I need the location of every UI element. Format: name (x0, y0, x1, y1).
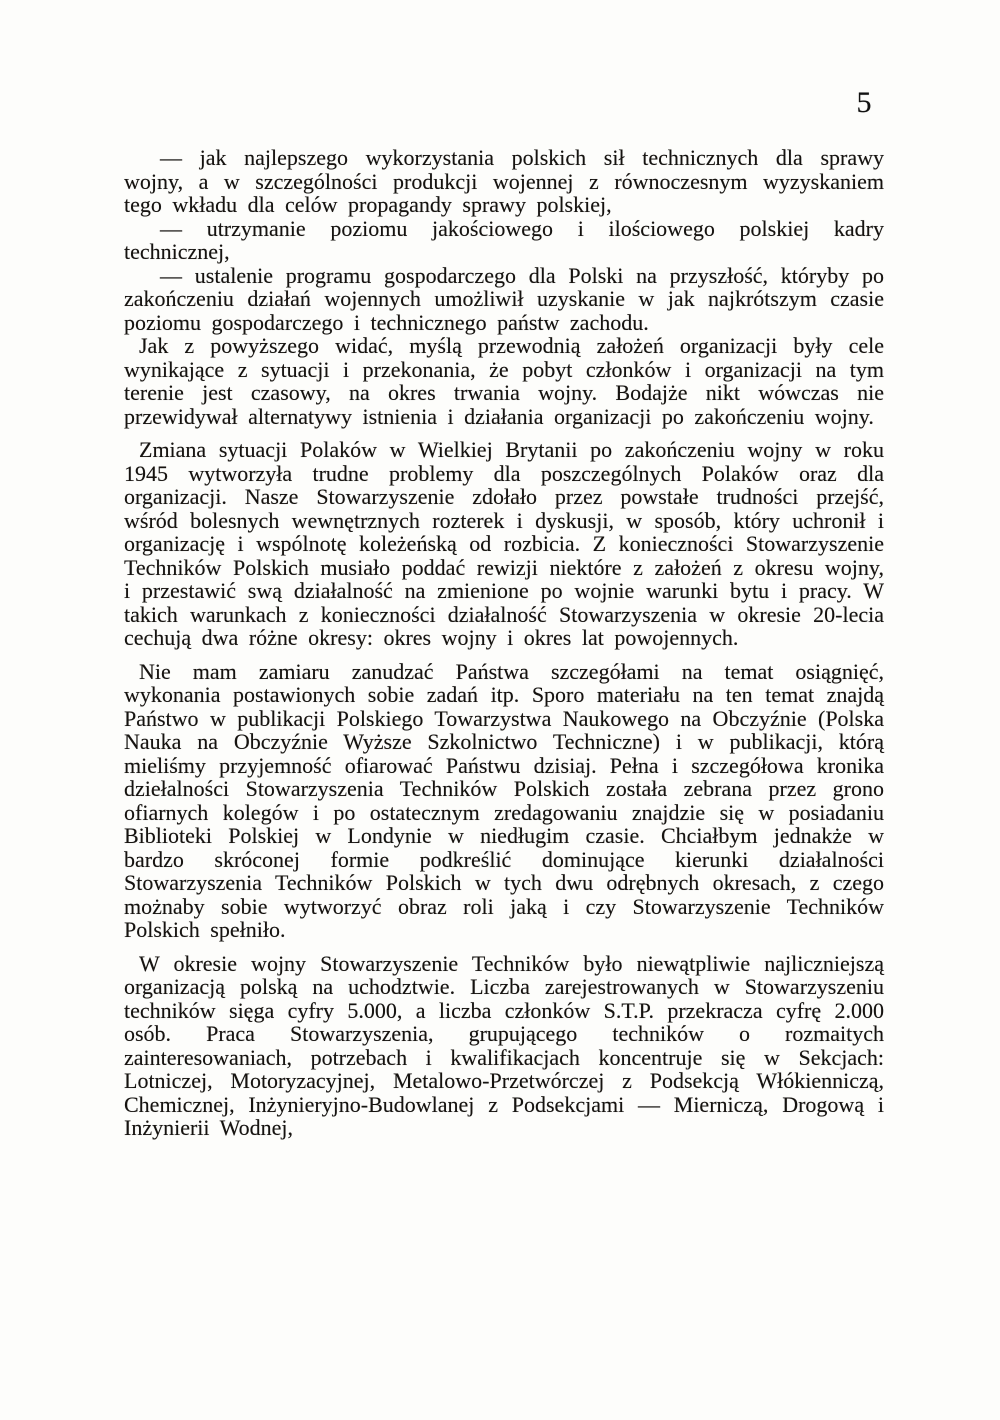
dash-list-item: — jak najlepszego wykorzystania polskich sił technicznych dla sprawy wojny, a w szczególności produkcji wojennej z równoczesnym wyzyskaniem tego wkładu dla celów propagandy sprawy polskiej, (124, 145, 884, 217)
page-number: 5 (856, 86, 872, 119)
dash-list-item: — utrzymanie poziomu jakościowego i ilościowego polskiej kadry technicznej, (124, 215, 884, 264)
paragraph: Zmiana sytuacji Polaków w Wielkiej Brytanii po zakończeniu wojny w roku 1945 wytworzyła trudne problemy dla poszczególnych Polaków oraz dla organizacji. Nasze Stowarzyszenie zdołało przez powstałe trudności przejść, wśród bolesnych wewnętrznych rozterek i dyskusji, w sposób, który uchronił i organizację i wspólnotę koleżeńską od rozbicia. Z konieczności Stowarzyszenie Techników Polskich musiało poddać rewizji niektóre z założeń z okresu wojny, i przestawić swą działalność na zmienione po wojnie warunki bytu i pracy. W takich warunkach z konieczności działalność Stowarzyszenia w okresie 20-lecia cechują dwa różne okresy: okres wojny i okres lat powojennych. (124, 437, 884, 650)
paragraph: W okresie wojny Stowarzyszenie Techników było niewątpliwie najliczniejszą organizacją polską na uchodztwie. Liczba zarejestrowanych w Stowarzyszeniu techników sięga cyfry 5.000, a liczba członków S.T.P. przekracza cyfrę 2.000 osób. Praca Stowarzyszenia, grupującego techników o rozmaitych zainteresowaniach, potrzebach i kwalifikacjach koncentruje się w Sekcjach: Lotniczej, Motoryzacyjnej, Metalowo-Przetwórczej z Podsekcją Włókienniczą, Chemicznej, Inżynieryjno-Budowlanej z Podsekcjami — Mierniczą, Drogową i Inżynierii Wodnej, (124, 950, 884, 1140)
paragraph: Jak z powyższego widać, myślą przewodnią założeń organizacji były cele wynikające z sytuacji i przekonania, że pobyt członków i organizacji na tym terenie jest czasowy, na okres trwania wojny. Bodajże nikt wówczas nie przewidywał alternatywy istnienia i działania organizacji po zakończeniu wojny. (124, 333, 884, 429)
paragraph: Nie mam zamiaru zanudzać Państwa szczegółami na temat osiągnięć, wykonania postawionych sobie zadań itp. Sporo materiału na ten temat znajdą Państwo w publikacji Polskiego Towarzystwa Naukowego na Obczyźnie (Polska Nauka na Obczyźnie Wyższe Szkolnictwo Techniczne) i w publikacji, którą mieliśmy przyjemność ofiarować Państwu dzisiaj. Pełna i szczegółowa kronika dziełalności Stowarzyszenia Techników Polskich została zebrana przez grono ofiarnych kolegów i po ostatecznym zredagowaniu znajdzie się w posiadaniu Biblioteki Polskiej w Londynie w niedługim czasie. Chciałbym jednakże w bardzo skróconej formie podkreślić dominujące kierunki działalności Stowarzyszenia Techników Polskich w tych dwu odrębnych okresach, z czego możnaby sobie wytworzyć obraz roli jaką i czy Stowarzyszenie Techników Polskich spełniło. (124, 658, 884, 942)
text-block (124, 146, 884, 1140)
dash-list-item: — ustalenie programu gospodarczego dla Polski na przyszłość, któryby po zakończeniu działań wojennych umożliwił uzyskanie w jak najkrótszym czasie poziomu gospodarczego i technicznego państw zachodu. (124, 262, 884, 335)
